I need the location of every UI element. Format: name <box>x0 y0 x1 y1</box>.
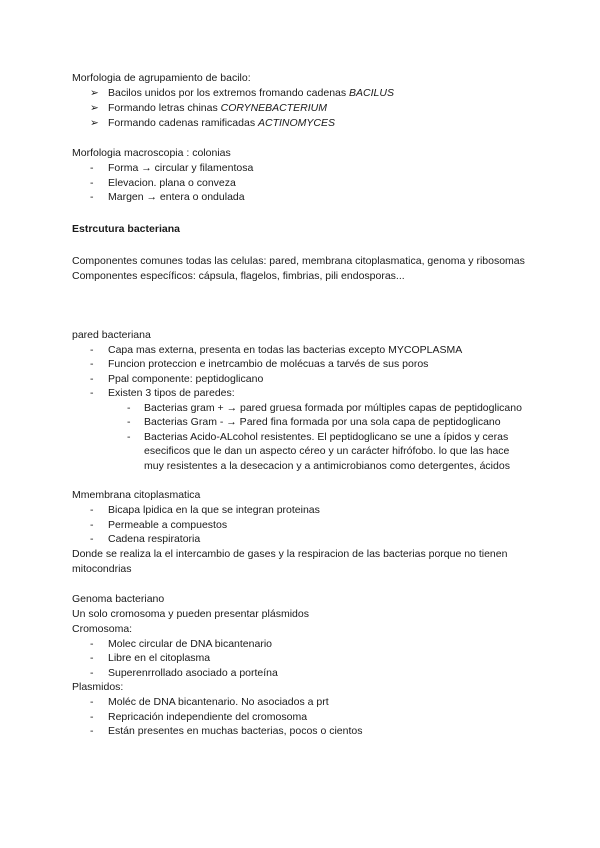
genoma-intro: Un solo cromosoma y pueden presentar plásmidos <box>72 607 309 620</box>
list-item: - Libre en el citoplasma <box>90 652 211 664</box>
componentes-comunes: Componentes comunes todas las celulas: pared, membrana citoplasmatica, genoma y ribosomas <box>72 254 525 267</box>
membrana-list <box>72 503 532 547</box>
plasmidos-label: Plasmidos: <box>72 681 124 693</box>
plasmidos-list <box>72 695 532 739</box>
arrow-bullet-icon: ➢ <box>90 117 99 129</box>
pared-list <box>72 343 532 474</box>
componentes-especificos: Componentes específicos: cápsula, flagelos, fimbrias, pili endosporas... <box>72 269 405 282</box>
list-item: ➢ Bacilos unidos por los extremos fromando cadenas BACILUS <box>90 87 394 99</box>
list-item: - Margen → entera o ondulada <box>90 191 245 203</box>
sub-list-item: - Bacterias Acido-ALcohol resistentes. El peptidoglicano se une a ípidos y ceras esecificos que le dan un aspecto céreo y un carácter hifrófobo. lo que las hace muy resistentes a la desecacion y a antimicrobianos como detergentes, ácidos <box>127 430 510 472</box>
list-item: - Forma → circular y filamentosa <box>90 162 254 174</box>
list-item: - Superenrrollado asociado a porteína <box>90 666 278 679</box>
list-item: ➢ Formando cadenas ramificadas ACTINOMYCES <box>90 117 336 129</box>
list-item: - Repricación independiente del cromosoma <box>90 710 308 723</box>
genoma-heading: Genoma bacteriano <box>72 592 165 605</box>
list-item: ➢ Formando letras chinas CORYNEBACTERIUM <box>90 102 328 114</box>
list-item: - Capa mas externa, presenta en todas las bacterias excepto MYCOPLASMA <box>90 343 463 356</box>
cromosoma-list <box>72 637 532 681</box>
list-item: - Ppal componente: peptidoglicano <box>90 372 264 385</box>
agrupamiento-heading: Morfologia de agrupamiento de bacilo: <box>72 72 251 84</box>
list-item: - Elevacion. plana o conveza <box>90 176 236 189</box>
arrow-bullet-icon: ➢ <box>90 102 99 114</box>
pared-heading: pared bacteriana <box>72 328 151 341</box>
list-item: - Existen 3 tipos de paredes: <box>90 387 235 399</box>
sub-list-item: - Bacterias Gram - → Pared fina formada por una sola capa de peptidoglicano <box>127 416 501 428</box>
membrana-heading: Mmembrana citoplasmatica <box>72 489 201 501</box>
list-item: - Están presentes en muchas bacterias, pocos o cientos <box>90 725 363 737</box>
list-item: - Cadena respiratoria <box>90 533 201 545</box>
macroscopia-list <box>72 161 532 205</box>
agrupamiento-list <box>72 86 532 131</box>
section-title: Estrcutura bacteriana <box>72 222 180 235</box>
list-item: - Moléc de DNA bicantenario. No asociados a prt <box>90 696 329 708</box>
document-page <box>72 71 532 739</box>
arrow-bullet-icon: ➢ <box>90 87 99 99</box>
membrana-note: Donde se realiza la el intercambio de gases y la respiracion de las bacterias porque no tienen mitocondrias <box>72 547 508 575</box>
list-item: - Molec circular de DNA bicantenario <box>90 637 272 650</box>
list-item: - Funcion proteccion e inetrcambio de molécuas a tarvés de sus poros <box>90 358 429 370</box>
macroscopia-heading: Morfologia macroscopia : colonias <box>72 147 231 159</box>
list-item: - Permeable a compuestos <box>90 518 228 531</box>
cromosoma-label: Cromosoma: <box>72 622 133 635</box>
list-item: - Bicapa lpidica en la que se integran proteinas <box>90 504 320 516</box>
sub-list-item: - Bacterias gram + → pared gruesa formada por múltiples capas de peptidoglicano <box>127 401 522 414</box>
